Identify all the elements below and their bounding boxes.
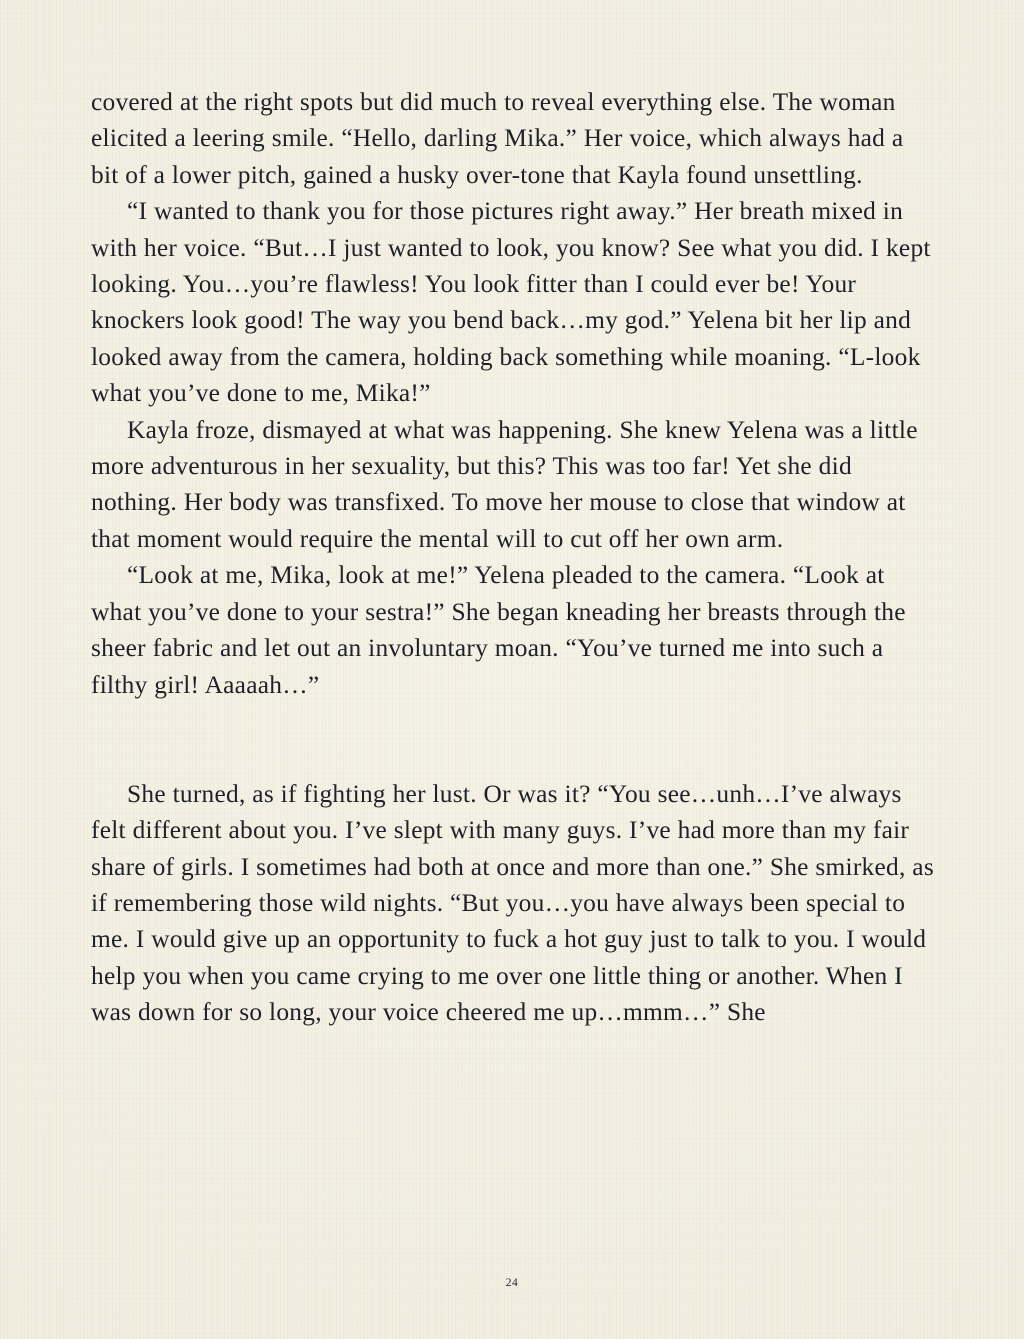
- page-text-body: [91, 84, 937, 1031]
- paragraph-3: Kayla froze, dismayed at what was happening. She knew Yelena was a little more adventurous in her sexuality, but this? This was too far! Yet she did nothing. Her body was transfixed. To move her mouse to close that window at that moment would require the mental will to cut off her own arm.: [91, 415, 918, 553]
- paragraph-4: “Look at me, Mika, look at me!” Yelena pleaded to the camera. “Look at what you’ve done to your sestra!” She began kneading her breasts through the sheer fabric and let out an involuntary moan. “You’ve turned me into such a filthy girl! Aaaaah…”: [91, 561, 906, 699]
- paragraph-5: She turned, as if fighting her lust. Or was it? “You see…unh…I’ve always felt different about you. I’ve slept with many guys. I’ve had more than my fair share of girls. I sometimes had both at once and more than one.” She smirked, as if remembering those wild nights. “But you…you have always been special to me. I would give up an opportunity to fuck a hot guy just to talk to you. I would help you when you came crying to me over one little thing or another. When I was down for so long, your voice cheered me up…mmm…” She: [91, 779, 934, 1027]
- page-number: 24: [505, 1277, 519, 1289]
- paragraph-2: “I wanted to thank you for those pictures right away.” Her breath mixed in with her voice. “But…I just wanted to look, you know? See what you did. I kept looking. You…you’re flawless! You look fitter than I could ever be! Your knockers look good! The way you bend back…my god.” Yelena bit her lip and looked away from the camera, holding back something while moaning. “L-look what you’ve done to me, Mika!”: [91, 197, 931, 408]
- paragraph-1: covered at the right spots but did much to reveal everything else. The woman elicited a leering smile. “Hello, darling Mika.” Her voice, which always had a bit of a lower pitch, gained a husky over-tone that Kayla found unsettling.: [91, 88, 904, 189]
